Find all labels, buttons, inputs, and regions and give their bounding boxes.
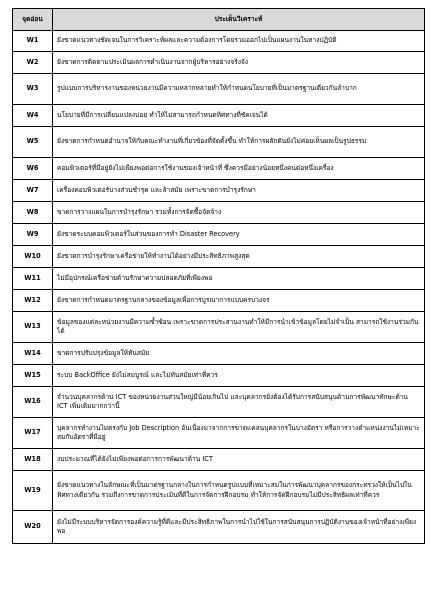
weakness-description: ยังขาดการกำหนดอำนาจให้กับคณะทำงานที่เกี่ยวข้องที่จัดตั้งขึ้น ทำให้การผลักดันยังไม่ค่อยเห็นผลเป็นรูปธรรม bbox=[53, 127, 425, 158]
table-row bbox=[13, 74, 425, 105]
table-row bbox=[13, 511, 425, 544]
weakness-code: W13 bbox=[13, 312, 53, 343]
weakness-description: ยังขาดการติดตามประเมินผลการดำเนินงานจากผู้บริหารอย่างจริงจัง bbox=[53, 52, 425, 74]
table-row bbox=[13, 158, 425, 180]
weakness-table bbox=[12, 8, 425, 544]
weakness-code: W10 bbox=[13, 246, 53, 268]
weakness-code: W17 bbox=[13, 418, 53, 449]
weakness-code: W3 bbox=[13, 74, 53, 105]
weakness-description: ข้อมูลของแต่ละหน่วยงานมีความซ้ำซ้อน เพราะขาดการประสานงานทำให้มีการนำเข้าข้อมูลโดยไม่จำเป็น สามารถใช้งานร่วมกันได้ bbox=[53, 312, 425, 343]
weakness-description: จำนวนบุคลากรด้าน ICT ของหน่วยงานส่วนใหญ่มีน้อยเกินไป และบุคลากรยังต้องได้รับการสนับสนุนด้านการพัฒนาทักษะด้าน ICT เพิ่มเติมมากกว่านี้ bbox=[53, 387, 425, 418]
weakness-code: W5 bbox=[13, 127, 53, 158]
table-row bbox=[13, 180, 425, 202]
table-row bbox=[13, 290, 425, 312]
weakness-code: W4 bbox=[13, 105, 53, 127]
weakness-description: ยังไม่มีระบบบริหารจัดการองค์ความรู้ที่ดีและมีประสิทธิภาพในการนำไปใช้ในการสนับสนุนการปฏิบัติงานของเจ้าหน้าที่อย่างเพียงพอ bbox=[53, 511, 425, 544]
weakness-code: W6 bbox=[13, 158, 53, 180]
table-row bbox=[13, 343, 425, 365]
weakness-description: ระบบ BackOffice ยังไม่สมบูรณ์ และไม่ทันสมัยเท่าที่ควร bbox=[53, 365, 425, 387]
weakness-description: รูปแบบการบริหารงานของหน่วยงานมีความหลากหลายทำให้กำหนดนโยบายที่เป็นมาตรฐานเดียวกันลำบาก bbox=[53, 74, 425, 105]
weakness-description: ยังขาดแนวทางชัดเจนในการวิเคราะห์ผลและความต้องการโดยรวมออกไปเป็นแผนงานในทางปฏิบัติ bbox=[53, 31, 425, 52]
weakness-code: W19 bbox=[13, 471, 53, 511]
weakness-code: W8 bbox=[13, 202, 53, 224]
weakness-description: งบประมาณที่ได้ยังไม่เพียงพอต่อการการพัฒนาด้าน ICT bbox=[53, 449, 425, 471]
weakness-code: W15 bbox=[13, 365, 53, 387]
table-row bbox=[13, 449, 425, 471]
weakness-description: ไม่มีอุปกรณ์เครือข่ายด้านรักษาความปลอดภัยที่เพียงพอ bbox=[53, 268, 425, 290]
weakness-code: W2 bbox=[13, 52, 53, 74]
weakness-description: ยังขาดแนวทางในลักษณะที่เป็นมาตรฐานกลางในการกำหนดรูปแบบที่เหมาะสมในการพัฒนาบุคลากรของกระทรวงให้เป็นไปในทิศทางเดียวกัน รวมถึงการขาดการประเมินที่ดีในการจัดการฝึกอบรม ทำให้การจัดฝึกอบรมไม่มีประสิทธิผลเท่าที่ควร bbox=[53, 471, 425, 511]
weakness-code: W1 bbox=[13, 31, 53, 52]
weakness-code: W16 bbox=[13, 387, 53, 418]
weakness-description: บุคลากรทำงานไม่ตรงกับ Job Description อันเนื่องมาจากการขาดแคลนบุคลากรในบางอัตรา หรือการวางตำแหน่งงานไม่เหมาะสมกับอัตราที่มีอยู่ bbox=[53, 418, 425, 449]
header-code: จุดอ่อน bbox=[13, 9, 53, 31]
table-row bbox=[13, 418, 425, 449]
table-row bbox=[13, 31, 425, 52]
weakness-description: ยังขาดการกำหนดมาตรฐานกลางของข้อมูลเพื่อการบูรณาการแบบครบวงจร bbox=[53, 290, 425, 312]
table-header-row bbox=[13, 9, 425, 31]
weakness-code: W12 bbox=[13, 290, 53, 312]
weakness-code: W14 bbox=[13, 343, 53, 365]
header-issue: ประเด็นวิเคราะห์ bbox=[53, 9, 425, 31]
weakness-description: คอมพิวเตอร์ที่มีอยู่ยังไม่เพียงพอต่อการใช้งานของเจ้าหน้าที่ ซึ่งควรมีอย่างน้อยหนึ่งคนต่อหนึ่งเครื่อง bbox=[53, 158, 425, 180]
weakness-description: ยังขาดการบำรุงรักษาเครือข่ายให้ทำงานได้อย่างมีประสิทธิภาพสูงสุด bbox=[53, 246, 425, 268]
swot-weakness-table-container bbox=[12, 8, 424, 544]
table-row bbox=[13, 246, 425, 268]
table-row bbox=[13, 312, 425, 343]
table-row bbox=[13, 268, 425, 290]
weakness-description: นโยบายที่มีการเปลี่ยนแปลงบ่อย ทำให้ไม่สามารถกำหนดทิศทางที่ชัดเจนได้ bbox=[53, 105, 425, 127]
weakness-code: W11 bbox=[13, 268, 53, 290]
weakness-code: W7 bbox=[13, 180, 53, 202]
table-row bbox=[13, 224, 425, 246]
weakness-description: ขาดการปรับปรุงข้อมูลให้ทันสมัย bbox=[53, 343, 425, 365]
table-row bbox=[13, 365, 425, 387]
table-row bbox=[13, 127, 425, 158]
weakness-code: W9 bbox=[13, 224, 53, 246]
weakness-code: W20 bbox=[13, 511, 53, 544]
table-row bbox=[13, 202, 425, 224]
table-row bbox=[13, 471, 425, 511]
table-row bbox=[13, 387, 425, 418]
table-row bbox=[13, 105, 425, 127]
weakness-description: ยังขาดระบบคอมพิวเตอร์ในส่วนของการทำ Disaster Recovery bbox=[53, 224, 425, 246]
weakness-code: W18 bbox=[13, 449, 53, 471]
weakness-description: เครื่องคอมพิวเตอร์บางส่วนชำรุด และล้าสมัย เพราะขาดการบำรุงรักษา bbox=[53, 180, 425, 202]
weakness-description: ขาดการวางแผนในการบำรุงรักษา รวมทั้งการจัดซื้อจัดจ้าง bbox=[53, 202, 425, 224]
table-row bbox=[13, 52, 425, 74]
table-body bbox=[13, 31, 425, 544]
